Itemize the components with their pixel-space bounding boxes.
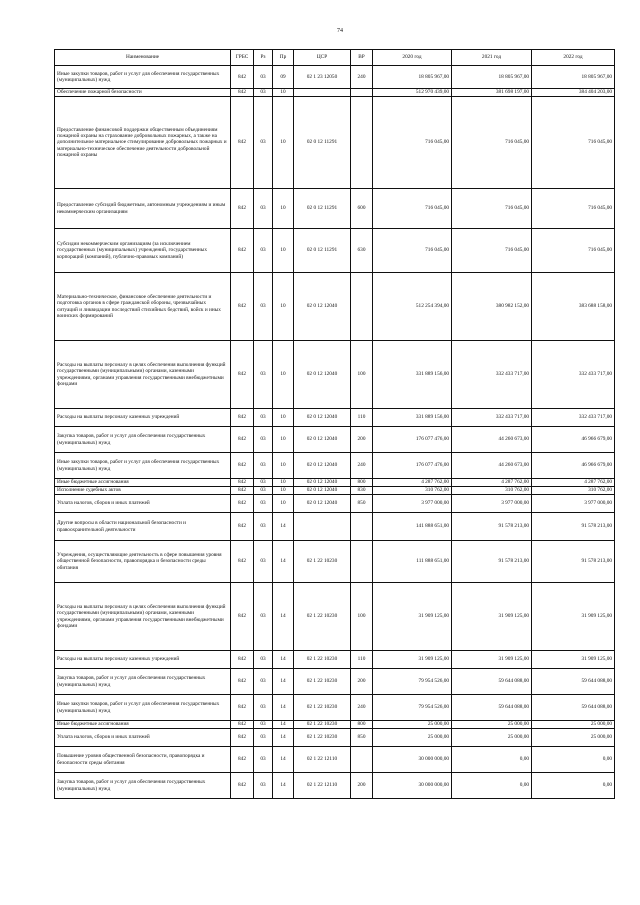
cell-2022: 0,00 — [532, 747, 615, 773]
cell-name: Материально-техническое, финансовое обеспечение деятельности и подготовка органов в сфере гражданской обороны, чрезвычайных ситуаций и ликвидации последствий стихийных бедствий, войск и иных воинских формирований — [55, 273, 231, 341]
cell-2022: 59 644 088,00 — [532, 669, 615, 695]
cell-rz: 03 — [254, 479, 273, 487]
cell-rz: 03 — [254, 427, 273, 453]
cell-2022: 4 287 762,00 — [532, 479, 615, 487]
cell-name: Иные бюджетные ассигнования — [55, 721, 231, 729]
cell-vr — [351, 513, 373, 541]
cell-2020: 331 889 156,00 — [373, 341, 452, 409]
cell-2022: 332 433 717,00 — [532, 409, 615, 427]
table-row — [55, 453, 615, 479]
cell-2020: 310 762,00 — [373, 487, 452, 495]
cell-name: Субсидии некоммерческим организациям (за исключением государственных (муниципальных) учреждений, государственных корпораций (компаний), публично-правовых компаний) — [55, 229, 231, 273]
table-row — [55, 97, 615, 189]
cell-2022: 31 909 125,00 — [532, 651, 615, 669]
cell-2020: 716 045,00 — [373, 229, 452, 273]
cell-grbs: 842 — [231, 273, 254, 341]
cell-2020: 141 888 651,00 — [373, 513, 452, 541]
cell-pr: 14 — [273, 695, 294, 721]
cell-grbs: 842 — [231, 669, 254, 695]
cell-rz: 03 — [254, 541, 273, 583]
cell-pr: 14 — [273, 583, 294, 651]
cell-vr: 830 — [351, 487, 373, 495]
cell-csr: 02 0 12 12040 — [294, 487, 351, 495]
cell-name: Закупка товаров, работ и услуг для обеспечения государственных (муниципальных) нужд — [55, 773, 231, 799]
table-row — [55, 721, 615, 729]
cell-2021: 31 909 125,00 — [452, 583, 532, 651]
cell-rz: 03 — [254, 453, 273, 479]
cell-grbs: 842 — [231, 66, 254, 89]
cell-name: Другие вопросы в области национальной безопасности и правоохранительной деятельности — [55, 513, 231, 541]
table-row — [55, 229, 615, 273]
table-row — [55, 583, 615, 651]
table-row — [55, 89, 615, 97]
cell-pr: 10 — [273, 97, 294, 189]
cell-name: Уплата налогов, сборов и иных платежей — [55, 729, 231, 747]
cell-2022: 91 578 213,00 — [532, 513, 615, 541]
cell-2020: 79 954 526,00 — [373, 695, 452, 721]
cell-grbs: 842 — [231, 89, 254, 97]
table-row — [55, 513, 615, 541]
cell-name: Закупка товаров, работ и услуг для обеспечения государственных (муниципальных) нужд — [55, 427, 231, 453]
cell-name: Закупка товаров, работ и услуг для обеспечения государственных (муниципальных) нужд — [55, 669, 231, 695]
cell-rz: 03 — [254, 747, 273, 773]
cell-2020: 31 909 125,00 — [373, 651, 452, 669]
cell-2022: 384 404 203,00 — [532, 89, 615, 97]
cell-2021: 18 805 967,00 — [452, 66, 532, 89]
cell-2021: 716 045,00 — [452, 229, 532, 273]
cell-grbs: 842 — [231, 773, 254, 799]
cell-csr: 02 0 12 12040 — [294, 479, 351, 487]
cell-rz: 03 — [254, 273, 273, 341]
cell-rz: 03 — [254, 189, 273, 229]
cell-grbs: 842 — [231, 479, 254, 487]
cell-2021: 44 260 673,00 — [452, 427, 532, 453]
cell-pr: 09 — [273, 66, 294, 89]
cell-2021: 332 433 717,00 — [452, 341, 532, 409]
cell-grbs: 842 — [231, 729, 254, 747]
cell-2020: 176 077 476,00 — [373, 427, 452, 453]
cell-2020: 331 889 156,00 — [373, 409, 452, 427]
cell-pr: 10 — [273, 487, 294, 495]
cell-pr: 14 — [273, 513, 294, 541]
cell-vr: 200 — [351, 669, 373, 695]
table-row — [55, 773, 615, 799]
cell-csr: 02 0 12 12040 — [294, 495, 351, 513]
cell-vr: 850 — [351, 495, 373, 513]
cell-csr: 02 0 12 12040 — [294, 453, 351, 479]
cell-csr — [294, 513, 351, 541]
table-row — [55, 747, 615, 773]
cell-name: Повышение уровня общественной безопасности, правопорядка и безопасности среды обитания — [55, 747, 231, 773]
cell-2022: 31 909 125,00 — [532, 583, 615, 651]
cell-2021: 25 000,00 — [452, 729, 532, 747]
table-header-row — [55, 50, 615, 66]
cell-rz: 03 — [254, 409, 273, 427]
cell-rz: 03 — [254, 97, 273, 189]
cell-vr — [351, 747, 373, 773]
cell-grbs: 842 — [231, 487, 254, 495]
cell-rz: 03 — [254, 341, 273, 409]
column-header-name: Наименование — [55, 50, 231, 66]
column-header-2021: 2021 год — [452, 50, 532, 66]
cell-name: Иные закупки товаров, работ и услуг для обеспечения государственных (муниципальных) нужд — [55, 453, 231, 479]
cell-vr: 630 — [351, 229, 373, 273]
cell-name: Расходы на выплаты персоналу казенных учреждений — [55, 409, 231, 427]
cell-vr: 110 — [351, 651, 373, 669]
cell-vr — [351, 541, 373, 583]
cell-csr: 02 0 12 12040 — [294, 273, 351, 341]
cell-pr: 10 — [273, 341, 294, 409]
cell-vr — [351, 89, 373, 97]
cell-pr: 14 — [273, 541, 294, 583]
cell-2022: 18 805 967,00 — [532, 66, 615, 89]
cell-name: Иные закупки товаров, работ и услуг для обеспечения государственных (муниципальных) нужд — [55, 66, 231, 89]
cell-2022: 716 045,00 — [532, 229, 615, 273]
cell-grbs: 842 — [231, 189, 254, 229]
cell-grbs: 842 — [231, 409, 254, 427]
cell-name: Уплата налогов, сборов и иных платежей — [55, 495, 231, 513]
cell-pr: 10 — [273, 273, 294, 341]
cell-2021: 44 260 673,00 — [452, 453, 532, 479]
cell-pr: 14 — [273, 669, 294, 695]
cell-pr: 10 — [273, 89, 294, 97]
cell-grbs: 842 — [231, 695, 254, 721]
cell-vr: 800 — [351, 479, 373, 487]
table-row — [55, 273, 615, 341]
cell-2021: 381 698 197,00 — [452, 89, 532, 97]
cell-name: Иные бюджетные ассигнования — [55, 479, 231, 487]
cell-pr: 14 — [273, 729, 294, 747]
column-header-pr: Пр — [273, 50, 294, 66]
cell-2022: 383 688 158,00 — [532, 273, 615, 341]
cell-grbs: 842 — [231, 495, 254, 513]
cell-2021: 91 578 213,00 — [452, 541, 532, 583]
table-row — [55, 66, 615, 89]
cell-2021: 0,00 — [452, 747, 532, 773]
cell-rz: 03 — [254, 229, 273, 273]
cell-csr: 02 1 22 10230 — [294, 651, 351, 669]
cell-name: Исполнение судебных актов — [55, 487, 231, 495]
cell-2022: 310 762,00 — [532, 487, 615, 495]
cell-csr: 02 1 22 10230 — [294, 583, 351, 651]
cell-csr — [294, 89, 351, 97]
cell-rz: 03 — [254, 487, 273, 495]
cell-vr — [351, 273, 373, 341]
cell-grbs: 842 — [231, 651, 254, 669]
cell-2020: 31 909 125,00 — [373, 583, 452, 651]
cell-vr: 240 — [351, 453, 373, 479]
cell-csr: 02 0 12 12040 — [294, 409, 351, 427]
cell-vr: 240 — [351, 695, 373, 721]
cell-2020: 512 254 394,00 — [373, 273, 452, 341]
cell-vr: 240 — [351, 66, 373, 89]
cell-pr: 10 — [273, 409, 294, 427]
cell-2020: 79 954 526,00 — [373, 669, 452, 695]
cell-2022: 332 433 717,00 — [532, 341, 615, 409]
cell-name: Расходы на выплаты персоналу в целях обеспечения выполнения функций государственными (муниципальными) органами, казенными учреждениями, органами управления государственными внебюджетными фондами — [55, 341, 231, 409]
cell-pr: 10 — [273, 453, 294, 479]
cell-name: Предоставление финансовой поддержки общественным объединениям пожарной охраны на страхование добровольных пожарных, а также на дополнительное материальное стимулирование добровольных пожарных и материально-техническое обеспечение деятельности добровольной пожарной охраны — [55, 97, 231, 189]
cell-2020: 4 287 762,00 — [373, 479, 452, 487]
cell-2021: 716 045,00 — [452, 189, 532, 229]
cell-csr: 02 1 23 12050 — [294, 66, 351, 89]
cell-2022: 59 644 088,00 — [532, 695, 615, 721]
cell-rz: 03 — [254, 583, 273, 651]
cell-2020: 176 077 476,00 — [373, 453, 452, 479]
cell-rz: 03 — [254, 721, 273, 729]
cell-grbs: 842 — [231, 427, 254, 453]
cell-rz: 03 — [254, 89, 273, 97]
cell-pr: 10 — [273, 479, 294, 487]
cell-rz: 03 — [254, 651, 273, 669]
cell-2022: 25 000,00 — [532, 729, 615, 747]
cell-2022: 25 000,00 — [532, 721, 615, 729]
cell-vr: 200 — [351, 773, 373, 799]
column-header-2022: 2022 год — [532, 50, 615, 66]
cell-name: Предоставление субсидий бюджетным, автономным учреждениям и иным некоммерческим организациям — [55, 189, 231, 229]
cell-csr: 02 0 12 11291 — [294, 229, 351, 273]
cell-rz: 03 — [254, 669, 273, 695]
cell-2022: 91 578 213,00 — [532, 541, 615, 583]
cell-vr: 100 — [351, 341, 373, 409]
table-row — [55, 479, 615, 487]
cell-rz: 03 — [254, 495, 273, 513]
cell-name: Учреждения, осуществляющие деятельность в сфере повышения уровня общественной безопасности, правопорядка и безопасности среды обитания — [55, 541, 231, 583]
cell-2021: 25 000,00 — [452, 721, 532, 729]
cell-pr: 14 — [273, 773, 294, 799]
cell-csr: 02 0 12 11291 — [294, 97, 351, 189]
cell-2021: 59 644 088,00 — [452, 669, 532, 695]
cell-vr: 100 — [351, 583, 373, 651]
cell-vr: 850 — [351, 729, 373, 747]
page-number: 74 — [337, 28, 343, 34]
cell-2021: 332 433 717,00 — [452, 409, 532, 427]
cell-2022: 46 966 679,00 — [532, 453, 615, 479]
cell-2022: 3 977 000,00 — [532, 495, 615, 513]
cell-2021: 31 909 125,00 — [452, 651, 532, 669]
table-row — [55, 427, 615, 453]
column-header-csr: ЦСР — [294, 50, 351, 66]
cell-2020: 25 000,00 — [373, 729, 452, 747]
cell-csr: 02 1 22 10230 — [294, 721, 351, 729]
table-row — [55, 189, 615, 229]
cell-pr: 10 — [273, 495, 294, 513]
cell-csr: 02 1 22 10230 — [294, 669, 351, 695]
cell-grbs: 842 — [231, 541, 254, 583]
cell-grbs: 842 — [231, 453, 254, 479]
cell-2022: 716 045,00 — [532, 97, 615, 189]
table-body — [55, 66, 615, 799]
cell-csr: 02 0 12 11291 — [294, 189, 351, 229]
column-header-vr: ВР — [351, 50, 373, 66]
cell-pr: 14 — [273, 721, 294, 729]
cell-grbs: 842 — [231, 583, 254, 651]
cell-2021: 4 287 762,00 — [452, 479, 532, 487]
cell-2021: 91 578 213,00 — [452, 513, 532, 541]
cell-vr: 110 — [351, 409, 373, 427]
cell-2021: 310 762,00 — [452, 487, 532, 495]
table-row — [55, 409, 615, 427]
cell-2021: 3 977 000,00 — [452, 495, 532, 513]
cell-pr: 14 — [273, 747, 294, 773]
budget-table — [54, 49, 615, 799]
cell-csr: 02 1 22 10230 — [294, 541, 351, 583]
cell-vr: 200 — [351, 427, 373, 453]
column-header-rz: Рз — [254, 50, 273, 66]
table-row — [55, 495, 615, 513]
cell-name: Иные закупки товаров, работ и услуг для обеспечения государственных (муниципальных) нужд — [55, 695, 231, 721]
cell-grbs: 842 — [231, 229, 254, 273]
cell-2022: 0,00 — [532, 773, 615, 799]
cell-pr: 14 — [273, 651, 294, 669]
table-row — [55, 729, 615, 747]
cell-csr: 02 1 22 12110 — [294, 747, 351, 773]
table-row — [55, 541, 615, 583]
cell-vr: 600 — [351, 189, 373, 229]
column-header-grbs: ГРБС — [231, 50, 254, 66]
cell-pr: 10 — [273, 427, 294, 453]
cell-rz: 03 — [254, 513, 273, 541]
cell-vr — [351, 97, 373, 189]
cell-csr: 02 1 22 10230 — [294, 695, 351, 721]
cell-2022: 46 966 679,00 — [532, 427, 615, 453]
cell-grbs: 842 — [231, 721, 254, 729]
cell-grbs: 842 — [231, 341, 254, 409]
cell-rz: 03 — [254, 773, 273, 799]
cell-pr: 10 — [273, 229, 294, 273]
cell-grbs: 842 — [231, 513, 254, 541]
cell-2020: 111 888 651,00 — [373, 541, 452, 583]
cell-csr: 02 1 22 10230 — [294, 729, 351, 747]
cell-2021: 716 045,00 — [452, 97, 532, 189]
column-header-2020: 2020 год — [373, 50, 452, 66]
cell-grbs: 842 — [231, 747, 254, 773]
cell-rz: 03 — [254, 695, 273, 721]
cell-2021: 0,00 — [452, 773, 532, 799]
cell-2021: 380 982 152,00 — [452, 273, 532, 341]
cell-vr: 800 — [351, 721, 373, 729]
table-row — [55, 669, 615, 695]
cell-2020: 25 000,00 — [373, 721, 452, 729]
cell-2020: 716 045,00 — [373, 97, 452, 189]
table-row — [55, 341, 615, 409]
cell-rz: 03 — [254, 729, 273, 747]
cell-2020: 716 045,00 — [373, 189, 452, 229]
cell-rz: 03 — [254, 66, 273, 89]
cell-2020: 18 805 967,00 — [373, 66, 452, 89]
cell-2021: 59 644 088,00 — [452, 695, 532, 721]
cell-pr: 10 — [273, 189, 294, 229]
cell-name: Расходы на выплаты персоналу казенных учреждений — [55, 651, 231, 669]
cell-2020: 3 977 000,00 — [373, 495, 452, 513]
cell-csr: 02 0 12 12040 — [294, 427, 351, 453]
cell-name: Обеспечение пожарной безопасности — [55, 89, 231, 97]
table-row — [55, 695, 615, 721]
cell-2020: 30 000 000,00 — [373, 773, 452, 799]
table-row — [55, 487, 615, 495]
cell-csr: 02 1 22 12110 — [294, 773, 351, 799]
table-row — [55, 651, 615, 669]
cell-2020: 512 970 439,00 — [373, 89, 452, 97]
cell-2022: 716 045,00 — [532, 189, 615, 229]
cell-2020: 30 000 000,00 — [373, 747, 452, 773]
cell-csr: 02 0 12 12040 — [294, 341, 351, 409]
cell-grbs: 842 — [231, 97, 254, 189]
cell-name: Расходы на выплаты персоналу в целях обеспечения выполнения функций государственными (муниципальными) органами, казенными учреждениями, органами управления государственными внебюджетными фондами — [55, 583, 231, 651]
